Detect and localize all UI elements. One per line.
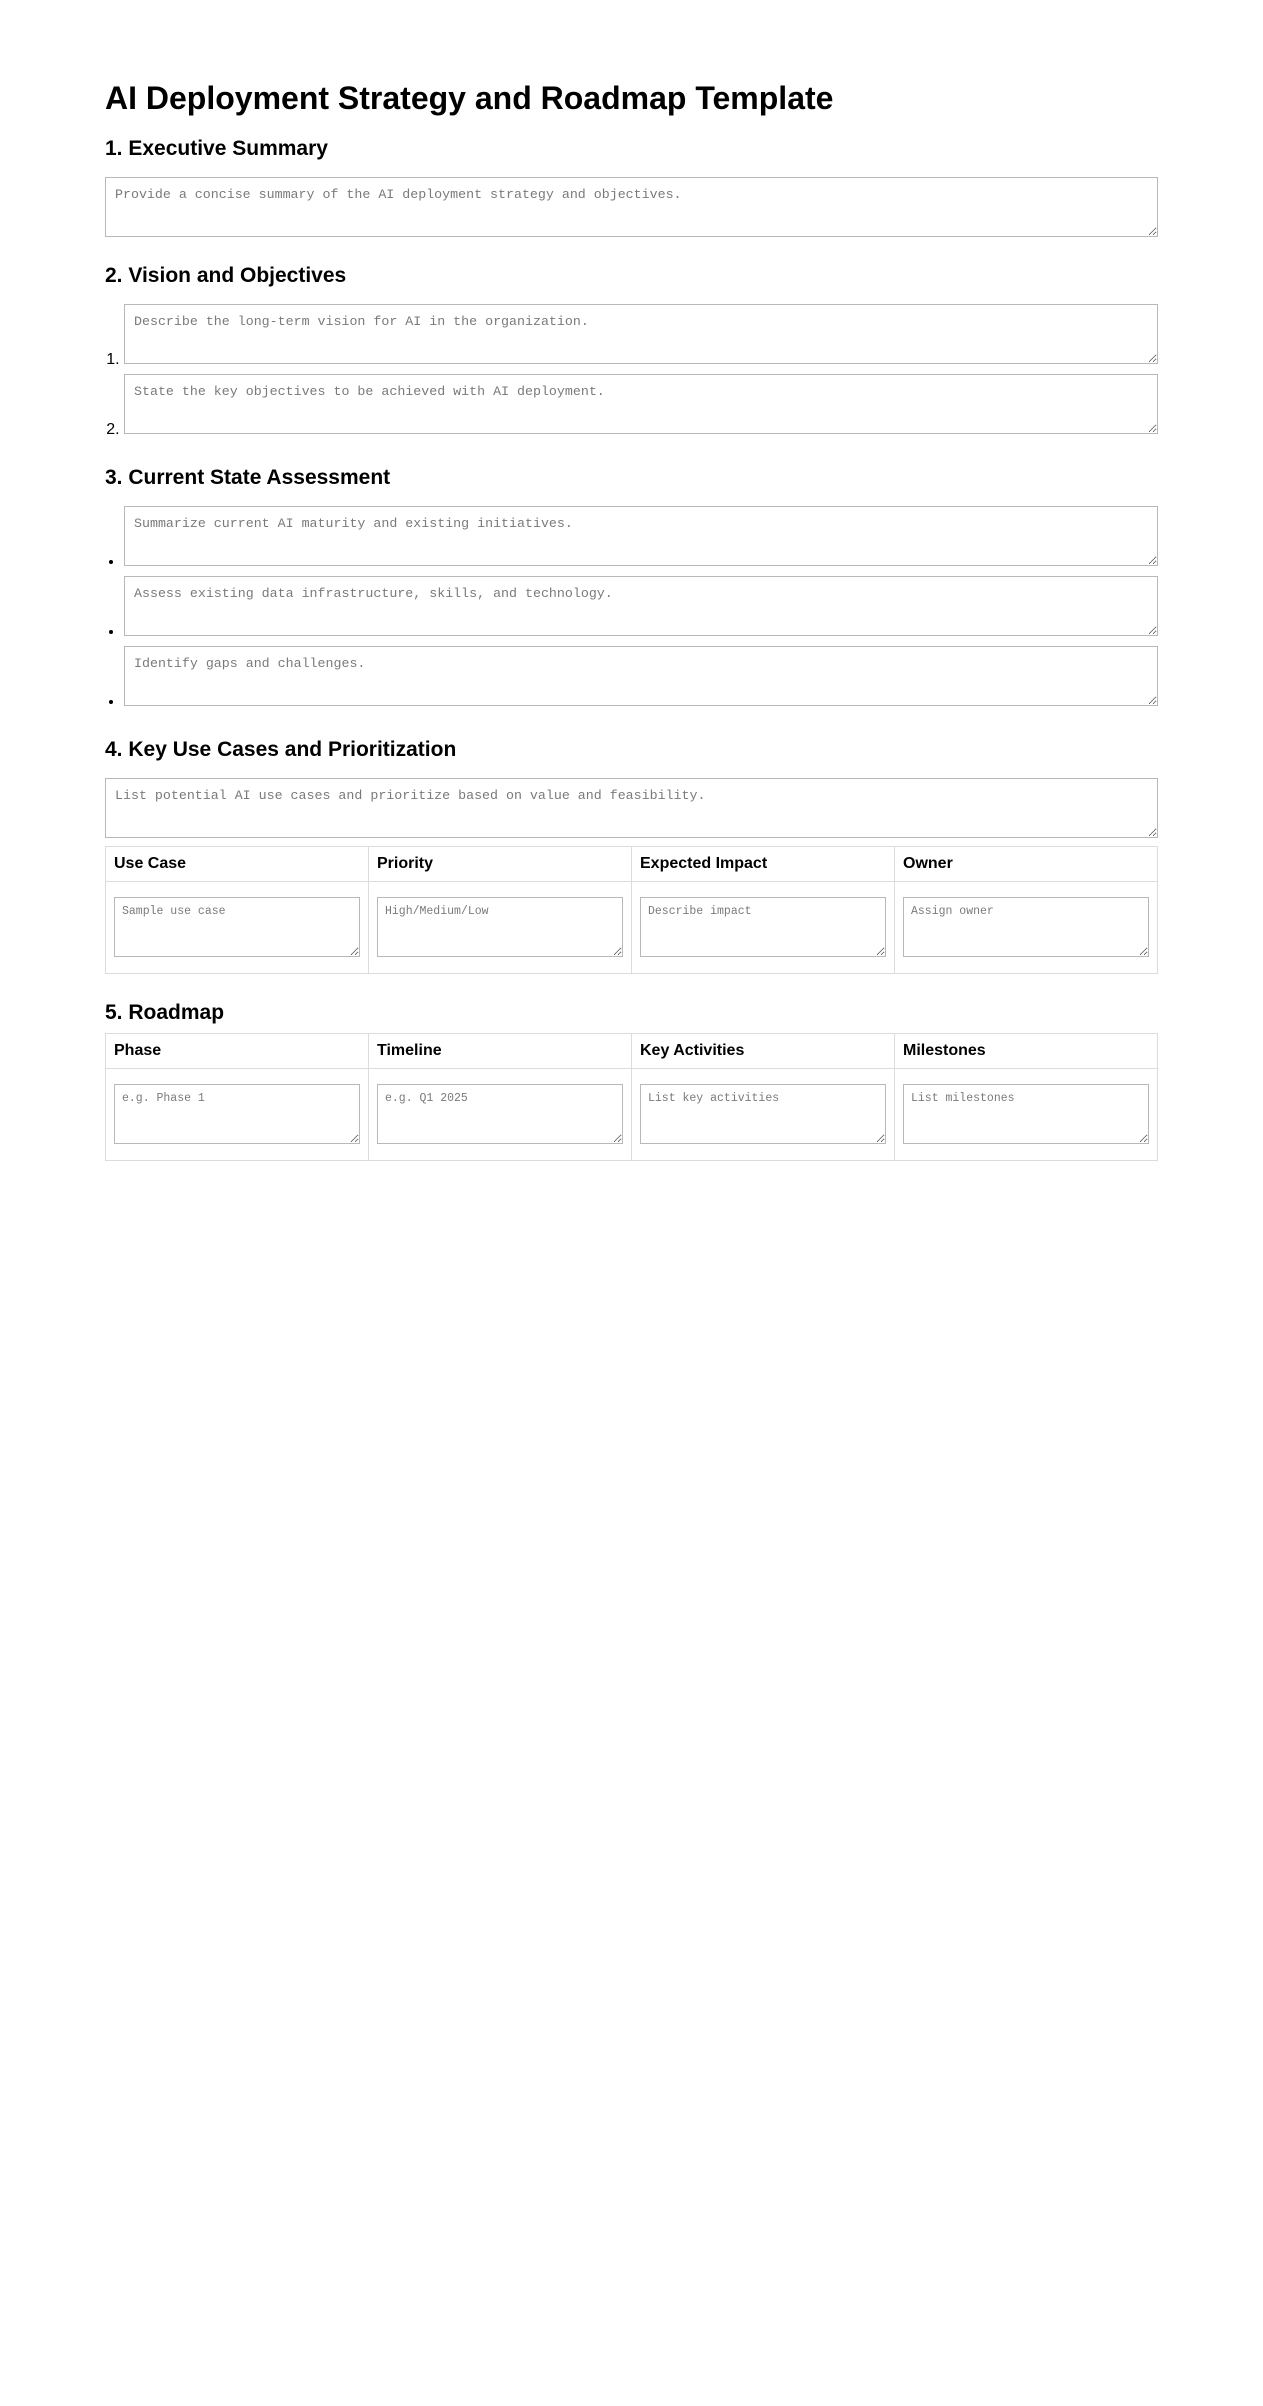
section-use-cases <box>105 738 1158 974</box>
table-cell <box>106 1069 369 1161</box>
document <box>105 0 1158 1161</box>
vision-list <box>105 304 1158 439</box>
list-item <box>124 506 1158 571</box>
list-item <box>124 374 1158 439</box>
roadmap-table <box>105 1033 1158 1161</box>
expected-impact-input[interactable] <box>640 897 886 957</box>
priority-input[interactable] <box>377 897 623 957</box>
column-header: Timeline <box>369 1034 632 1069</box>
current-state-list <box>105 506 1158 711</box>
table-cell <box>632 882 895 974</box>
gaps-input[interactable] <box>124 646 1158 706</box>
section-heading: 2. Vision and Objectives <box>105 264 347 287</box>
table-cell <box>632 1069 895 1161</box>
column-header: Phase <box>106 1034 369 1069</box>
column-header: Use Case <box>106 847 369 882</box>
table-cell <box>895 1069 1158 1161</box>
use-cases-input[interactable] <box>105 778 1158 838</box>
ai-maturity-input[interactable] <box>124 506 1158 566</box>
vision-input[interactable] <box>124 304 1158 364</box>
milestones-input[interactable] <box>903 1084 1149 1144</box>
key-activities-input[interactable] <box>640 1084 886 1144</box>
list-item <box>124 304 1158 369</box>
column-header: Milestones <box>895 1034 1158 1069</box>
list-item <box>124 576 1158 641</box>
section-executive-summary <box>105 137 1158 237</box>
section-heading: 5. Roadmap <box>105 1001 225 1024</box>
section-vision-objectives <box>105 264 1158 439</box>
table-cell <box>106 882 369 974</box>
column-header: Owner <box>895 847 1158 882</box>
table-header-row <box>106 1034 1158 1069</box>
table-row <box>106 1069 1158 1161</box>
executive-summary-input[interactable] <box>105 177 1158 237</box>
owner-input[interactable] <box>903 897 1149 957</box>
table-cell <box>895 882 1158 974</box>
section-heading: 1. Executive Summary <box>105 137 328 160</box>
section-current-state <box>105 466 1158 711</box>
timeline-input[interactable] <box>377 1084 623 1144</box>
column-header: Key Activities <box>632 1034 895 1069</box>
use-case-input[interactable] <box>114 897 360 957</box>
objectives-input[interactable] <box>124 374 1158 434</box>
list-item <box>124 646 1158 711</box>
phase-input[interactable] <box>114 1084 360 1144</box>
table-cell <box>369 882 632 974</box>
infrastructure-input[interactable] <box>124 576 1158 636</box>
table-cell <box>369 1069 632 1161</box>
section-heading: 4. Key Use Cases and Prioritization <box>105 738 457 761</box>
section-roadmap <box>105 1001 1158 1161</box>
page-title: AI Deployment Strategy and Roadmap Template <box>105 80 834 116</box>
column-header: Expected Impact <box>632 847 895 882</box>
table-row <box>106 882 1158 974</box>
table-header-row <box>106 847 1158 882</box>
use-cases-table <box>105 846 1158 974</box>
column-header: Priority <box>369 847 632 882</box>
section-heading: 3. Current State Assessment <box>105 466 391 489</box>
